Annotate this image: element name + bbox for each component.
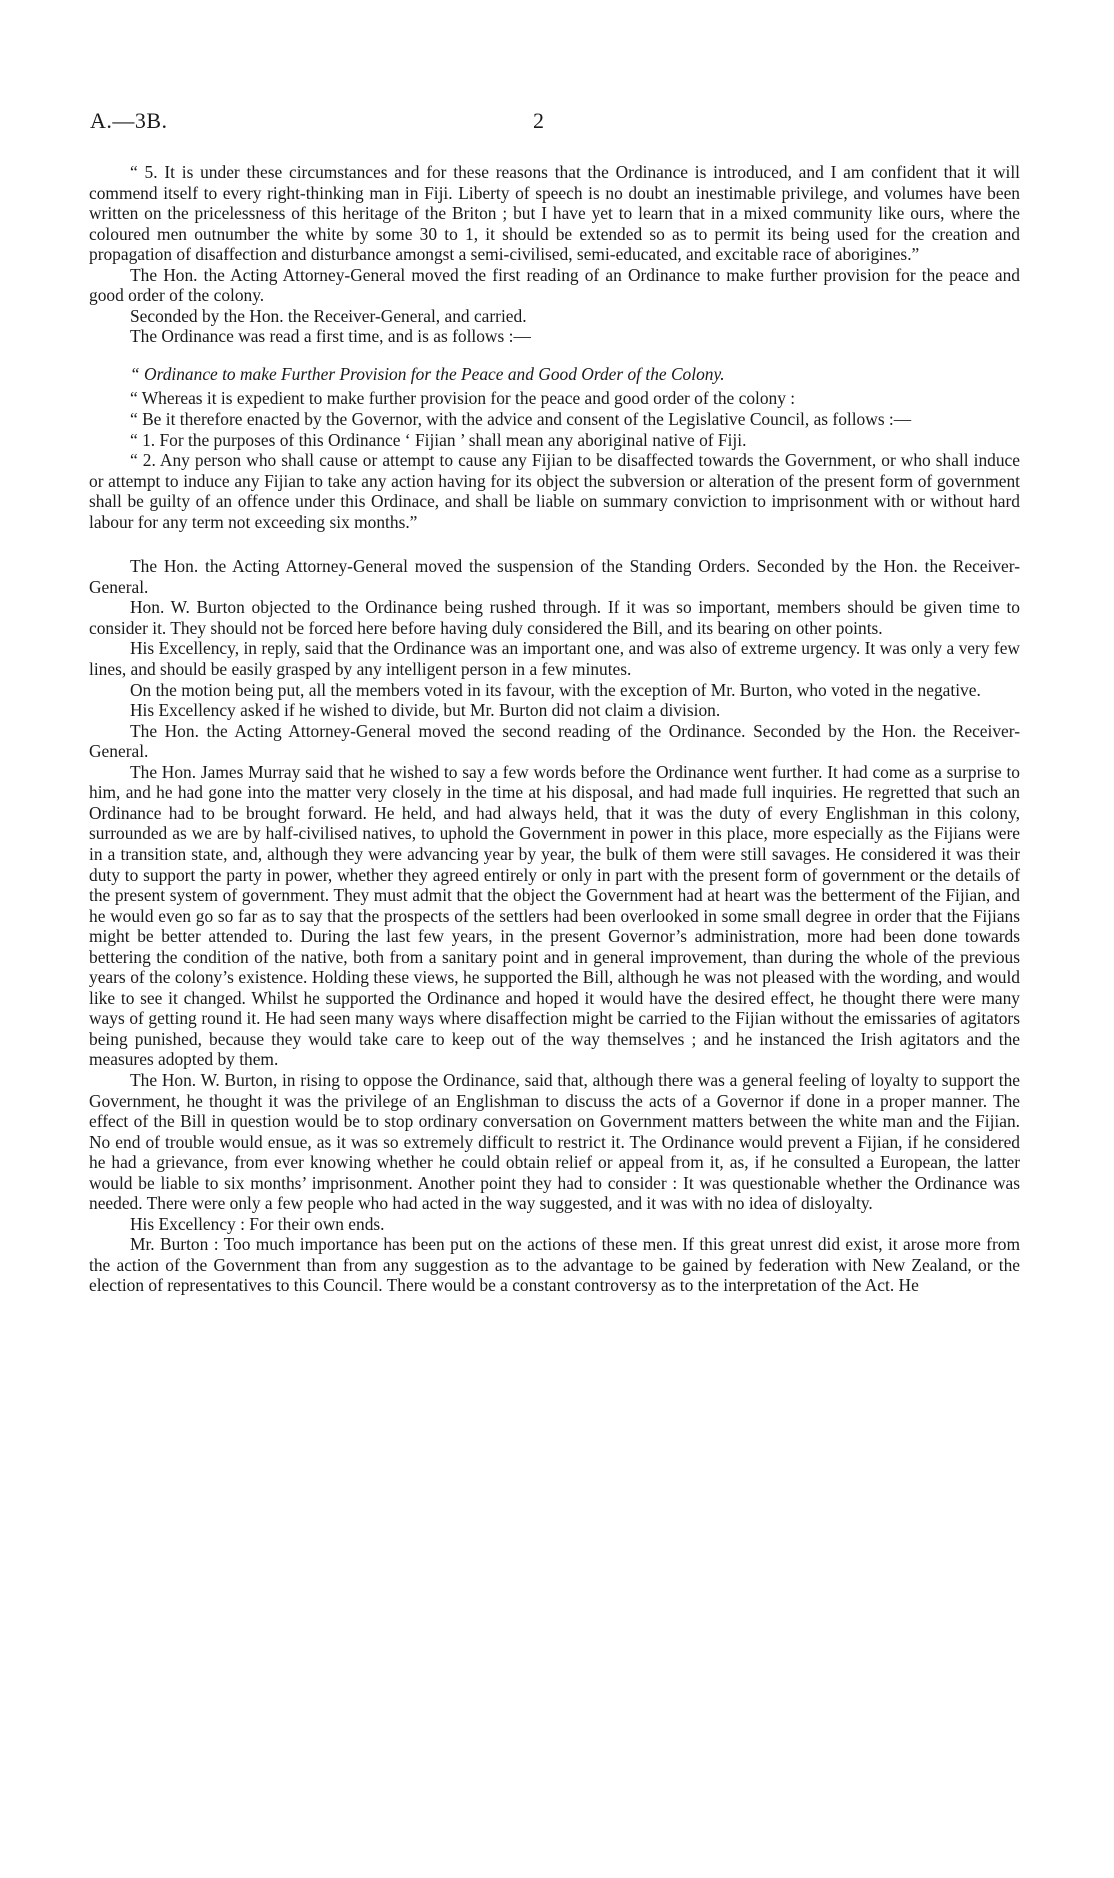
- paragraph-burton-objection: Hon. W. Burton objected to the Ordinance being rushed through. If it was so important, members should be given time to consider it. They should not be forced here before having duly considered the Bill, and its bearing on other points.: [89, 597, 1020, 638]
- paragraph-second-reading: The Hon. the Acting Attorney-General moved the second reading of the Ordinance. Seconded by the Hon. the Receiver-General.: [89, 720, 1020, 762]
- ordinance-enactment: “ Be it therefore enacted by the Governor, with the advice and consent of the Legislative Council, as follows :—: [130, 409, 912, 430]
- ordinance-section-2: “ 2. Any person who shall cause or attempt to cause any Fijian to be disaffected towards the Government, or who shall induce or attempt to induce any Fijian to take any action having for its object the subversion or alteration of the present form of government shall be guilty of an offence under this Ordinace, and shall be liable on summary conviction to imprisonment with or without hard labour for any term not exceeding six months.”: [89, 450, 1020, 532]
- paragraph-excellency-interjection: His Excellency : For their own ends.: [130, 1213, 385, 1234]
- paragraph-division: His Excellency asked if he wished to divide, but Mr. Burton did not claim a division.: [130, 700, 721, 721]
- ordinance-section-1: “ 1. For the purposes of this Ordinance ‘ Fijian ’ shall mean any aboriginal native of Fiji.: [130, 429, 747, 450]
- paragraph-read-first-time: The Ordinance was read a first time, and is as follows :—: [130, 326, 531, 347]
- paragraph-excellency-reply: His Excellency, in reply, said that the Ordinance was an important one, and was also of extreme urgency. It was only a very few lines, and should be easily grasped by any intelligent person in a few minutes.: [89, 638, 1020, 680]
- paragraph-murray-speech: The Hon. James Murray said that he wished to say a few words before the Ordinance went further. It had come as a surprise to him, and he had gone into the matter very closely in the time at his disposal, and had made full inquiries. He regretted that such an Ordinance had to be brought forward. He held, and had always held, that it was the duty of every Englishman in this colony, surrounded as we are by half-civilised natives, to uphold the Government in power in this place, more especially as the Fijians were in a transition state, and, although they were advancing year by year, the bulk of them were still savages. He considered it was their duty to support the party in power, whether they agreed entirely or only in part with the present form of government or the details of the present system of government. They must admit that the object the Government had at heart was the betterment of the Fijian, and he would even go so far as to say that the prospects of the settlers had been overlooked in some small degree in order that the Fijians might be better attended to. During the last few years, in the present Governor’s administration, more had been done towards bettering the condition of the native, both from a sanitary point and in general improvement, than during the whole of the previous years of the colony’s existence. Holding these views, he supported the Bill, although he was not pleased with the wording, and would like to see it changed. Whilst he supported the Ordinance and hoped it would have the desired effect, he thought there were many ways of getting round it. He had seen many ways where disaffection might be carried to the Fijian without the emissaries of agitators being punished, because they would take care to keep out of the way themselves ; and he instanced the Irish agitators and the measures adopted by them.: [89, 761, 1020, 1070]
- ordinance-title: “ Ordinance to make Further Provision for the Peace and Good Order of the Colony.: [130, 363, 725, 384]
- document-body: [89, 162, 1020, 1296]
- paragraph-seconded: Seconded by the Hon. the Receiver-General, and carried.: [130, 305, 527, 326]
- paragraph-quote-5: “ 5. It is under these circumstances and for these reasons that the Ordinance is introduced, and I am confident that it will commend itself to every right-thinking man in Fiji. Liberty of speech is no doubt an inestimable privilege, and volumes have been written on the pricelessness of this heritage of the Briton ; but I have yet to learn that in a mixed community like ours, where the coloured men outnumber the white by some 30 to 1, it should be extended so as to permit its being used for the creation and propagation of disaffection and disturbance amongst a semi-civilised, semi-educated, and excitable race of aborigines.”: [89, 162, 1020, 265]
- paragraph-motion-vote: On the motion being put, all the members voted in its favour, with the exception of Mr. Burton, who voted in the negative.: [130, 679, 981, 700]
- paragraph-first-reading: The Hon. the Acting Attorney-General moved the first reading of an Ordinance to make further provision for the peace and good order of the colony.: [89, 264, 1020, 306]
- page-header: [90, 108, 1020, 138]
- paragraph-standing-orders: The Hon. the Acting Attorney-General moved the suspension of the Standing Orders. Seconded by the Hon. the Receiver-General.: [89, 556, 1020, 597]
- paragraph-burton-reply: Mr. Burton : Too much importance has been put on the actions of these men. If this great unrest did exist, it arose more from the action of the Government than from any suggestion as to the advantage to be gained by federation with New Zealand, or the election of representatives to this Council. There would be a constant controversy as to the interpretation of the Act. He: [89, 1234, 1020, 1296]
- document-reference: A.—3B.: [90, 108, 168, 133]
- ordinance-preamble: “ Whereas it is expedient to make further provision for the peace and good order of the colony :: [130, 388, 796, 409]
- paragraph-burton-speech: The Hon. W. Burton, in rising to oppose the Ordinance, said that, although there was a general feeling of loyalty to support the Government, he thought it was the privilege of an Englishman to discuss the acts of a Governor if done in a proper manner. The effect of the Bill in question would be to stop ordinary conversation on Government matters between the white man and the Fijian. No end of trouble would ensue, as it was so extremely difficult to restrict it. The Ordinance would prevent a Fijian, if he considered he had a grievance, from ever knowing whether he could obtain relief or appeal from it, as, if he consulted a European, the latter would be liable to six months’ imprisonment. Another point they had to consider : It was questionable whether the Ordinance was needed. There were only a few people who had acted in the way suggested, and it was with no idea of disloyalty.: [89, 1069, 1020, 1214]
- page-number: 2: [533, 108, 544, 133]
